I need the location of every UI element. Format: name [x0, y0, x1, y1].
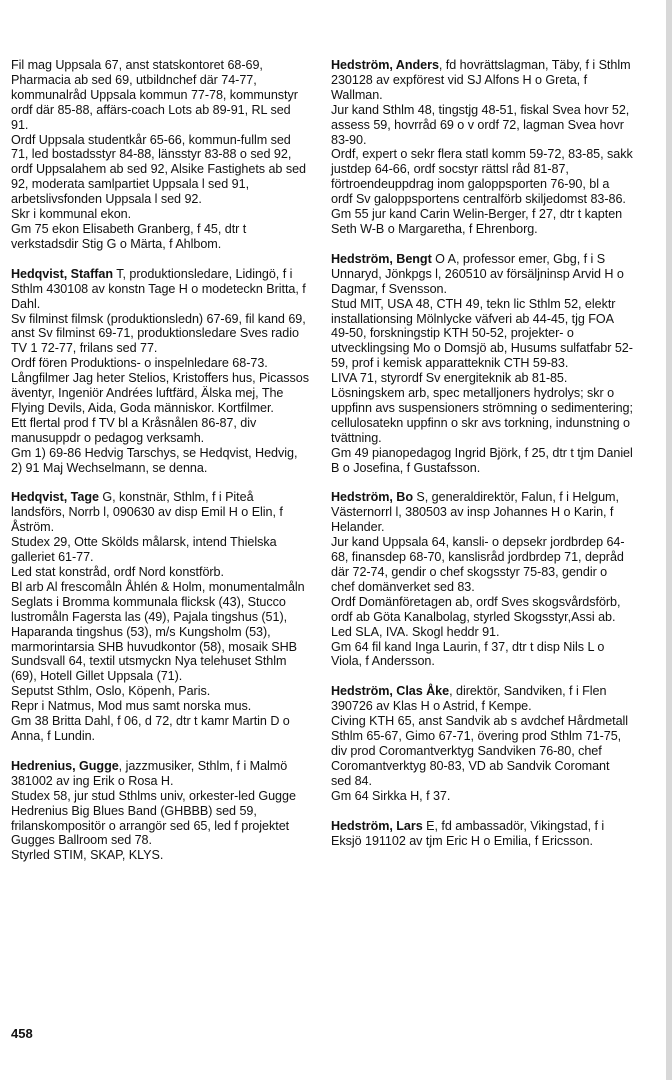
entry-heading [331, 252, 633, 297]
entry-heading [11, 267, 309, 312]
entry-intro: , fd hovrättslagman, Täby, f i Sthlm 230128 av expförest vid SJ Alfons H o Greta, f Wallman. [331, 58, 631, 102]
entry-paragraph: Bl arb Al frescomåln Åhlén & Holm, monumentalmåln Seglats i Bromma kommunala flicksk (43), Stucco lustromåln Fagersta las (49), Pajala tingshus (51), Haparanda tingshus (53), m/s Kungsholm (53), marmorintarsia SHB huvudkontor (58), mosaik SHB Sundsvall 64, textil utsmyckn Nya telehuset Sthlm (69), Hotell Gillet Uppsala (71). [11, 579, 305, 684]
entry-paragraph: Gm 55 jur kand Carin Welin-Berger, f 27, dtr t kapten Seth W-B o Margaretha, f Ehrenborg. [331, 207, 623, 236]
biography-entry [11, 267, 309, 476]
entry-heading [11, 490, 309, 535]
entry-paragraph: Sv filminst filmsk (produktionsledn) 67-69, fil kand 69, anst Sv filminst 69-71, produktionsledare Sves radio TV 1 72-77, frilans sed 77. [11, 311, 306, 356]
entry-heading [331, 58, 633, 103]
entry-intro: , direktör, Sandviken, f i Flen 390726 av Klas H o Astrid, f Kempe. [331, 684, 607, 714]
entry-paragraph: Studex 29, Otte Skölds målarsk, intend Thielska galleriet 61-77. [11, 535, 277, 565]
biography-entry [331, 684, 633, 803]
entry-paragraph: Gm 49 pianopedagog Ingrid Björk, f 25, dtr t tjm Daniel B o Josefina, f Gustafsson. [331, 445, 633, 475]
entry-paragraph: Gm 75 ekon Elisabeth Granberg, f 45, dtr t verkstadsdir Stig G o Märta, f Ahlbom. [11, 221, 247, 251]
person-name: Hedqvist, Tage [11, 490, 99, 505]
entry-intro: T, produktionsledare, Lidingö, f i Sthlm 430108 av konstn Tage H o modeteckn Britta, f Dahl. [11, 266, 306, 311]
entry-paragraph: Lösningskem arb, spec metalljoners hydrolys; skr o uppfinn avs suspensioners strömning o sedimentering; cellulosatekn uppfinn o skr avs torkning, indunstning o tvättning. [331, 386, 633, 445]
entry-paragraph: Stud MIT, USA 48, CTH 49, tekn lic Sthlm 52, elektr installationsing Mölnlycke väfveri ab 44-45, tjg FOA 49-50, forskningstip KTH 50-52, projekter- o utvecklingsing Mo o Domsjö ab, Husums sulfatfabr 52-59, prof i kemisk apparatteknik CTH 59-83. [331, 296, 633, 371]
entry-heading [331, 819, 633, 849]
entry-paragraph: Fil mag Uppsala 67, anst statskontoret 68-69, Pharmacia ab sed 69, utbildnchef där 74-77, kommunalråd Uppsala kommun 77-78, kommunstyr ordf där 85-88, affärs-coach Lots ab 89-91, RL sed 91. [11, 58, 298, 132]
entry-paragraph: Ordf, expert o sekr flera statl komm 59-72, 83-85, sakk justdep 64-66, ordf socstyr rättsl råd 81-87, förtroendeuppdrag inom galoppsporten 76-90, bl a ordf Sv galoppsportens centralförb skiljedomst 83-86. [331, 147, 633, 207]
entry-paragraph: Skr i kommunal ekon. [11, 207, 132, 222]
entry-paragraph: Seputst Sthlm, Oslo, Köpenh, Paris. [11, 684, 211, 699]
biography-entry [331, 819, 633, 849]
entry-paragraph: Gm 1) 69-86 Hedvig Tarschys, se Hedqvist, Hedvig, 2) 91 Maj Wechselmann, se denna. [11, 445, 298, 475]
entry-paragraph: LIVA 71, styrordf Sv energiteknik ab 81-85. [331, 371, 568, 386]
person-name: Hedqvist, Staffan [11, 266, 114, 281]
entry-paragraph: Jur kand Sthlm 48, tingstjg 48-51, fiskal Svea hovr 52, assess 59, hovrråd 69 o v ordf 72, lagman Svea hovr 83-90. [331, 102, 630, 147]
entry-paragraph: Gm 64 fil kand Inga Laurin, f 37, dtr t disp Nils L o Viola, f Andersson. [331, 639, 605, 669]
person-name: Hedström, Clas Åke [331, 684, 450, 699]
entry-intro: E, fd ambassadör, Vikingstad, f i Eksjö 191102 av tjm Eric H o Emilia, f Ericsson. [331, 818, 605, 848]
right-column [331, 58, 633, 863]
page-number: 458 [11, 1026, 33, 1041]
biography-entry [331, 58, 633, 237]
biography-entry [11, 759, 309, 863]
entry-heading [331, 490, 633, 535]
entry-paragraph: Jur kand Uppsala 64, kansli- o depsekr jordbrdep 64-68, finansdep 68-70, kanslisråd jordbrdep 71, depråd där 72-74, gendir o chef skogsstyr 75-83, gendir o chef domänverket sed 83. [331, 535, 625, 594]
left-column [11, 58, 309, 878]
entry-paragraph: Repr i Natmus, Mod mus samt norska mus. [11, 699, 252, 714]
biography-entry [11, 58, 309, 252]
entry-intro: G, konstnär, Sthlm, f i Piteå landsförs, Norrb l, 090630 av disp Emil H o Elin, f Åström. [11, 490, 283, 535]
entry-intro: S, generaldirektör, Falun, f i Helgum, Västernorrl l, 380503 av insp Johannes H o Karin, f Helander. [331, 490, 619, 535]
entry-paragraph: Ett flertal prod f TV bl a Kråsnålen 86-87, div manusuppdr o pedagog verksamh. [11, 415, 257, 445]
person-name: Hedström, Lars [331, 818, 423, 833]
person-name: Hedrenius, Gugge [11, 758, 119, 773]
entry-heading [331, 684, 633, 714]
entry-paragraph: Styrled STIM, SKAP, KLYS. [11, 848, 164, 863]
entry-paragraph: Civing KTH 65, anst Sandvik ab s avdchef Hårdmetall Sthlm 65-67, Gimo 67-71, övering prod Sthlm 71-75, div prod Coromantverktyg Sandviken 76-80, chef Coromantverktyg 80-83, VD ab Sandvik Coromant sed 84. [331, 714, 629, 788]
biography-entry [11, 490, 309, 743]
entry-paragraph: Gm 64 Sirkka H, f 37. [331, 788, 451, 803]
entry-paragraph: Ordf fören Produktions- o inspelnledare 68-73. [11, 356, 268, 371]
biography-entry [331, 252, 633, 476]
person-name: Hedström, Anders [331, 58, 439, 72]
entry-paragraph: Ordf Domänföretagen ab, ordf Sves skogsvårdsförb, ordf ab Göta Kanalbolag, styrled Skogsstyr,Assi ab. [331, 594, 621, 624]
biography-entry [331, 490, 633, 669]
entry-heading [11, 759, 309, 789]
entry-paragraph: Ordf Uppsala studentkår 65-66, kommun-fullm sed 71, led bostadsstyr 84-88, länsstyr 83-88 o sed 92, ordf Uppsalahem ab sed 92, Alsike Fastighets ab sed 92, moderata samlpartiet Uppsala l sed 91, arbetslivsfonden Uppsala l sed 92. [11, 132, 306, 207]
entry-paragraph: Studex 58, jur stud Sthlms univ, orkester-led Gugge Hedrenius Big Blues Band (GHBBB) sed 59, frilanskompositör o arrangör sed 65, led f projektet Gugges Ballroom sed 78. [11, 788, 296, 848]
person-name: Hedström, Bo [331, 490, 413, 505]
person-name: Hedström, Bengt [331, 251, 432, 266]
entry-paragraph: Gm 38 Britta Dahl, f 06, d 72, dtr t kamr Martin D o Anna, f Lundin. [11, 714, 290, 743]
entry-paragraph: Långfilmer Jag heter Stelios, Kristoffers hus, Picassos äventyr, Ingeniör Andrées luftfärd, Älska mej, The Flying Devils, Aida, Goda människor. Kortfilmer. [11, 371, 310, 415]
page-edge [666, 0, 672, 1080]
entry-intro: O A, professor emer, Gbg, f i S Unnaryd, Jönkpgs l, 260510 av försäljninsp Arvid H o Dagmar, f Svensson. [331, 251, 624, 296]
entry-paragraph: Led stat konstråd, ordf Nord konstförb. [11, 565, 224, 579]
entry-intro: , jazzmusiker, Sthlm, f i Malmö 381002 av ing Erik o Rosa H. [11, 758, 288, 788]
entry-paragraph: Led SLA, IVA. Skogl heddr 91. [331, 624, 500, 639]
